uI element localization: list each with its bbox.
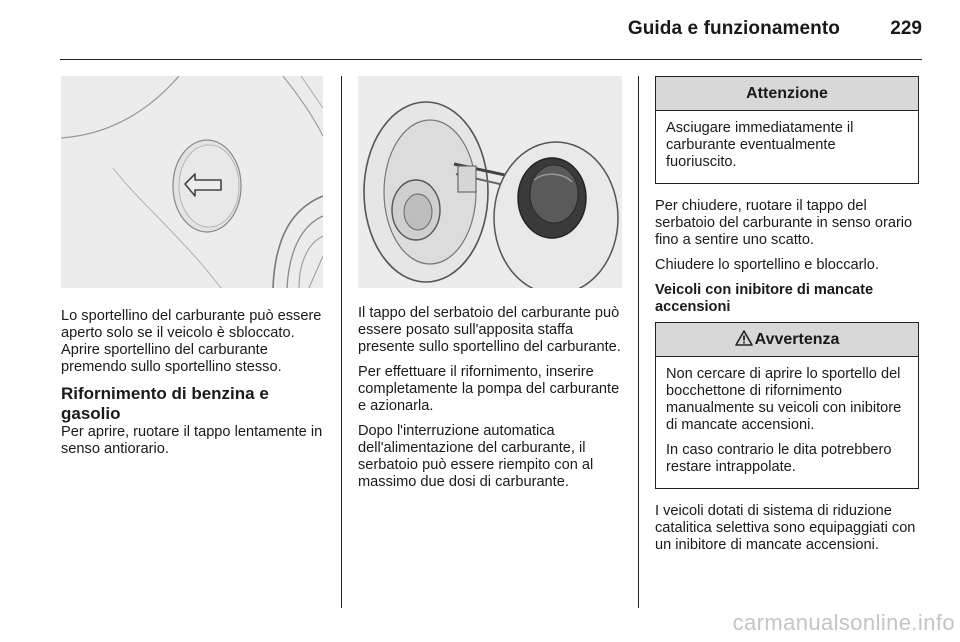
subheading-misfuel-inhibitor: Veicoli con inibitore di mancate accensioni [655,282,874,315]
heading-refuelling: Rifornimento di benzina e gasolio [61,384,269,423]
warning-header [656,323,918,357]
column-divider-1 [341,76,342,608]
fuel-door-closed-illustration [61,76,323,288]
warning-triangle-icon [735,330,753,346]
column-3 [655,76,919,562]
attention-title: Attenzione [656,77,918,111]
column-1 [61,76,323,466]
paragraph-scr-vehicles: I veicoli dotati di sistema di riduzione catalitica selettiva sono equipaggiati con un inibitore di mancate accensioni. [655,503,916,553]
paragraph-lock-door: Chiudere lo sportellino e bloccarlo. [655,257,879,273]
paragraph-fuel-door: Lo sportellino del carburante può essere aperto solo se il veicolo è sbloccato. Aprire sportellino del carburante premendo sullo sportellino stesso. [61,308,322,375]
paragraph-close-cap: Per chiudere, ruotare il tappo del serbatoio del carburante in senso orario fino a sentire uno scatto. [655,198,913,248]
header-rule [60,59,922,60]
page-number: 229 [890,18,922,39]
paragraph-cap-bracket: Il tappo del serbatoio del carburante può essere posato sull'apposita staffa presente sullo sportellino del carburante. [358,305,621,355]
attention-text: Asciugare immediatamente il carburante eventualmente fuoriuscito. [666,120,854,170]
column-2 [358,76,622,499]
fuel-cap-open-illustration [358,76,622,288]
attention-box [655,76,919,184]
paragraph-insert-pump: Per effettuare il rifornimento, inserire completamente la pompa del carburante e azionarla. [358,364,620,414]
paragraph-open-cap: Per aprire, ruotare il tappo lentamente in senso antiorario. [61,424,323,457]
section-title: Guida e funzionamento [627,18,840,39]
warning-title: Avvertenza [754,331,840,348]
watermark: carmanualsonline.info [732,610,955,635]
warning-box [655,322,919,489]
warning-text-2: In caso contrario le dita potrebbero restare intrappolate. [666,442,892,475]
warning-text-1: Non cercare di aprire lo sportello del bocchettone di rifornimento manualmente su veicoli con inibitore di mancate accensioni. [666,366,902,433]
paragraph-auto-shutoff: Dopo l'interruzione automatica dell'alimentazione del carburante, il serbatoio può essere riempito con al massimo due dosi di carburante. [358,423,594,490]
column-divider-2 [638,76,639,608]
